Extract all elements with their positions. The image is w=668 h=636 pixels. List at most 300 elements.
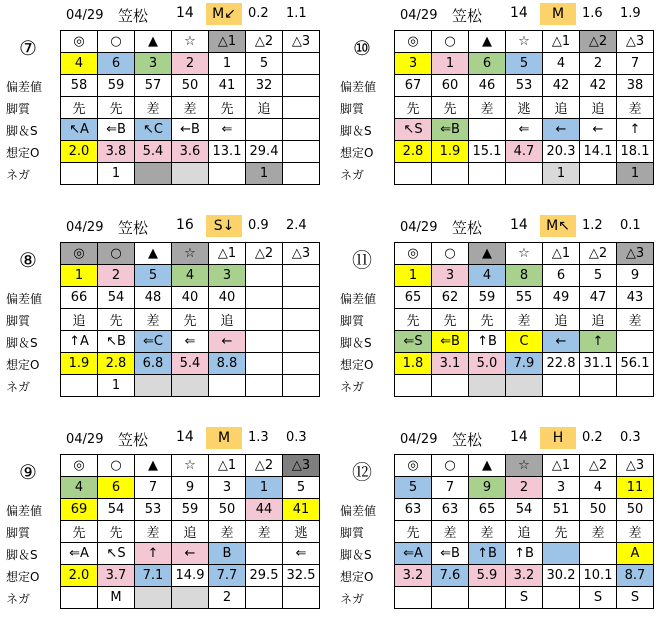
legs-cell: ← — [209, 331, 246, 353]
legs-cell: A — [617, 543, 654, 565]
mark-cell: ○ — [432, 31, 469, 53]
odds-cell: 31.1 — [580, 353, 617, 375]
legs-cell: ↖S — [98, 543, 135, 565]
style-cell: 差 — [135, 309, 172, 331]
style-cell: 追 — [543, 97, 580, 119]
dev-cell: 57 — [135, 75, 172, 97]
row-label: 脚＆S — [6, 336, 38, 350]
nega-cell: 1 — [246, 163, 283, 185]
nega-cell — [172, 587, 209, 609]
mark-cell: ▲ — [135, 455, 172, 477]
style-cell: 逃 — [283, 521, 320, 543]
dev-cell — [283, 75, 320, 97]
dev-cell: 44 — [246, 499, 283, 521]
num-cell: 4 — [580, 477, 617, 499]
legs-cell: ⇐B — [432, 331, 469, 353]
table-row — [61, 331, 320, 353]
nega-cell: 1 — [98, 375, 135, 397]
dev-cell: 38 — [617, 75, 654, 97]
table-row — [61, 75, 320, 97]
index-value-1: 0.9 — [248, 218, 269, 233]
odds-cell: 20.3 — [543, 141, 580, 163]
race-panel — [0, 212, 334, 424]
legs-cell — [580, 543, 617, 565]
num-cell: 7 — [135, 477, 172, 499]
legs-cell: ↑B — [469, 331, 506, 353]
course-name: 笠松 — [118, 7, 149, 25]
row-label: 脚＆S — [6, 548, 38, 562]
odds-cell: 6.8 — [135, 353, 172, 375]
mark-cell: △2 — [580, 455, 617, 477]
row-label: 偏差値 — [340, 80, 377, 94]
dev-cell — [283, 287, 320, 309]
num-cell: 1 — [246, 477, 283, 499]
odds-cell: 14.1 — [580, 141, 617, 163]
num-cell: 11 — [617, 477, 654, 499]
style-cell: 先 — [432, 97, 469, 119]
dev-cell: 40 — [209, 287, 246, 309]
row-label: 脚質 — [340, 526, 365, 540]
style-cell: 差 — [617, 97, 654, 119]
race-number: ⑧ — [19, 248, 37, 272]
mark-cell: △3 — [283, 455, 320, 477]
num-cell — [283, 265, 320, 287]
nega-cell — [61, 163, 98, 185]
mark-cell: ▲ — [469, 31, 506, 53]
row-label: 想定O — [6, 570, 40, 584]
odds-cell: 3.7 — [98, 565, 135, 587]
mark-cell: △2 — [246, 455, 283, 477]
table-row — [395, 587, 654, 609]
table-row — [395, 141, 654, 163]
num-cell: 2 — [98, 265, 135, 287]
dev-cell: 43 — [617, 287, 654, 309]
race-panel — [0, 0, 334, 212]
num-cell: 8 — [506, 265, 543, 287]
legs-cell: ⇐A — [61, 543, 98, 565]
style-cell: 差 — [135, 97, 172, 119]
style-cell: 先 — [61, 97, 98, 119]
num-cell: 9 — [172, 477, 209, 499]
table-row — [61, 97, 320, 119]
row-label: 想定O — [340, 570, 374, 584]
num-cell: 9 — [469, 477, 506, 499]
row-label: ネガ — [6, 592, 31, 606]
odds-cell: 32.5 — [283, 565, 320, 587]
table-row — [61, 53, 320, 75]
style-cell: 先 — [395, 97, 432, 119]
index-value-1: 0.2 — [582, 430, 603, 445]
course-name: 笠松 — [118, 431, 149, 449]
table-row — [395, 455, 654, 477]
row-label: 脚＆S — [6, 124, 38, 138]
odds-cell: 8.7 — [617, 565, 654, 587]
num-cell: 6 — [543, 265, 580, 287]
dev-cell: 42 — [543, 75, 580, 97]
legs-cell: ← — [580, 119, 617, 141]
grade-badge: S↓ — [206, 215, 242, 237]
dev-cell — [246, 287, 283, 309]
legs-cell: ← — [543, 119, 580, 141]
style-cell: 追 — [580, 309, 617, 331]
row-label: 脚質 — [340, 102, 365, 116]
legs-cell: ↑ — [617, 119, 654, 141]
odds-cell: 7.6 — [432, 565, 469, 587]
style-cell: 差 — [209, 521, 246, 543]
style-cell: 差 — [469, 521, 506, 543]
nega-cell: S — [617, 587, 654, 609]
odds-cell: 22.8 — [543, 353, 580, 375]
field-size: 14 — [176, 429, 194, 445]
odds-cell: 3.2 — [506, 565, 543, 587]
dev-cell: 59 — [469, 287, 506, 309]
grade-badge: M — [206, 427, 242, 449]
style-cell: 先 — [98, 309, 135, 331]
race-panel — [334, 424, 668, 636]
row-label: 想定O — [6, 358, 40, 372]
race-number: ⑪ — [352, 248, 372, 272]
odds-cell: 3.6 — [172, 141, 209, 163]
dev-cell: 53 — [506, 75, 543, 97]
num-cell: 6 — [98, 53, 135, 75]
table-row — [395, 287, 654, 309]
style-cell: 追 — [172, 521, 209, 543]
table-row — [395, 265, 654, 287]
index-value-2: 1.9 — [620, 6, 641, 21]
race-date: 04/29 — [66, 432, 104, 447]
num-cell — [246, 265, 283, 287]
table-row — [61, 287, 320, 309]
race-table — [60, 454, 320, 609]
race-table — [394, 242, 654, 397]
num-cell: 2 — [580, 53, 617, 75]
mark-cell: ☆ — [172, 243, 209, 265]
legs-cell: ⇐B — [432, 119, 469, 141]
field-size: 16 — [176, 217, 194, 233]
dev-cell: 55 — [506, 287, 543, 309]
dev-cell: 41 — [283, 499, 320, 521]
table-row — [395, 53, 654, 75]
race-date: 04/29 — [66, 8, 104, 23]
nega-cell — [469, 375, 506, 397]
nega-cell — [469, 163, 506, 185]
legs-cell: ⇐ — [506, 119, 543, 141]
table-row — [395, 375, 654, 397]
legs-cell: ⇐B — [432, 543, 469, 565]
legs-cell — [246, 543, 283, 565]
row-label: 脚＆S — [340, 124, 372, 138]
style-cell: 逃 — [506, 97, 543, 119]
nega-cell — [172, 375, 209, 397]
nega-cell — [135, 375, 172, 397]
legs-cell: ←B — [172, 119, 209, 141]
table-row — [61, 543, 320, 565]
mark-cell: ▲ — [135, 243, 172, 265]
odds-cell: 2.8 — [98, 353, 135, 375]
race-date: 04/29 — [66, 220, 104, 235]
dev-cell: 59 — [98, 75, 135, 97]
odds-cell: 3.8 — [98, 141, 135, 163]
table-row — [395, 163, 654, 185]
race-date: 04/29 — [400, 432, 438, 447]
race-table — [60, 242, 320, 397]
row-label: ネガ — [6, 380, 31, 394]
dev-cell: 50 — [209, 499, 246, 521]
dev-cell: 65 — [469, 499, 506, 521]
odds-cell: 8.8 — [209, 353, 246, 375]
mark-cell: ◎ — [395, 243, 432, 265]
nega-cell — [432, 375, 469, 397]
row-label: 偏差値 — [6, 504, 43, 518]
race-table — [60, 30, 320, 185]
table-row — [395, 97, 654, 119]
table-row — [395, 243, 654, 265]
num-cell: 1 — [432, 53, 469, 75]
odds-cell: 1.9 — [61, 353, 98, 375]
row-label: ネガ — [340, 168, 365, 182]
nega-cell: 2 — [209, 587, 246, 609]
legs-cell: ↖S — [395, 119, 432, 141]
mark-cell: ▲ — [135, 31, 172, 53]
num-cell: 9 — [617, 265, 654, 287]
nega-cell — [432, 163, 469, 185]
mark-cell: △1 — [543, 31, 580, 53]
legs-cell: ↑ — [580, 331, 617, 353]
style-cell: 先 — [543, 521, 580, 543]
nega-cell: M — [98, 587, 135, 609]
mark-cell: ◎ — [395, 455, 432, 477]
table-row — [61, 587, 320, 609]
mark-cell: ○ — [432, 243, 469, 265]
odds-cell: 5.4 — [172, 353, 209, 375]
dev-cell: 54 — [506, 499, 543, 521]
nega-cell — [543, 375, 580, 397]
legs-cell — [246, 119, 283, 141]
num-cell: 5 — [506, 53, 543, 75]
nega-cell — [283, 163, 320, 185]
nega-cell — [283, 587, 320, 609]
nega-cell — [209, 375, 246, 397]
dev-cell: 50 — [580, 499, 617, 521]
index-value-2: 0.3 — [620, 430, 641, 445]
row-label: ネガ — [340, 380, 365, 394]
nega-cell: 1 — [98, 163, 135, 185]
num-cell: 3 — [432, 265, 469, 287]
table-row — [395, 565, 654, 587]
dev-cell: 54 — [98, 287, 135, 309]
row-label: 偏差値 — [340, 504, 377, 518]
row-label: 偏差値 — [340, 292, 377, 306]
race-number: ⑦ — [19, 36, 37, 60]
race-date: 04/29 — [400, 8, 438, 23]
grade-badge: M↙ — [206, 3, 242, 25]
odds-cell: 14.9 — [172, 565, 209, 587]
nega-cell — [395, 163, 432, 185]
legs-cell: ↑B — [469, 543, 506, 565]
grade-badge: M↖ — [540, 215, 576, 237]
dev-cell: 54 — [98, 499, 135, 521]
index-value-1: 1.2 — [582, 218, 603, 233]
dev-cell: 66 — [61, 287, 98, 309]
table-row — [395, 477, 654, 499]
legs-cell: ↑A — [61, 331, 98, 353]
num-cell: 5 — [283, 477, 320, 499]
row-label: 脚質 — [340, 314, 365, 328]
index-value-2: 0.1 — [620, 218, 641, 233]
legs-cell — [246, 331, 283, 353]
course-name: 笠松 — [452, 431, 483, 449]
dev-cell: 63 — [432, 499, 469, 521]
nega-cell — [283, 375, 320, 397]
row-label: 脚＆S — [340, 548, 372, 562]
style-cell: 追 — [580, 97, 617, 119]
table-row — [395, 543, 654, 565]
odds-cell: 1.9 — [432, 141, 469, 163]
odds-cell: 13.1 — [209, 141, 246, 163]
odds-cell: 29.4 — [246, 141, 283, 163]
table-row — [61, 375, 320, 397]
legs-cell: ⇐ — [209, 119, 246, 141]
table-row — [395, 353, 654, 375]
num-cell: 3 — [209, 477, 246, 499]
row-label: 想定O — [6, 146, 40, 160]
style-cell: 追 — [246, 97, 283, 119]
nega-cell — [469, 587, 506, 609]
row-label: 脚質 — [6, 314, 31, 328]
mark-cell: △1 — [543, 455, 580, 477]
dev-cell: 53 — [135, 499, 172, 521]
nega-cell — [246, 375, 283, 397]
odds-cell — [283, 141, 320, 163]
dev-cell: 69 — [61, 499, 98, 521]
num-cell: 4 — [172, 265, 209, 287]
legs-cell: ⇐A — [395, 543, 432, 565]
style-cell: 差 — [617, 521, 654, 543]
odds-cell: 7.9 — [506, 353, 543, 375]
row-label: 脚＆S — [340, 336, 372, 350]
mark-cell: ○ — [98, 455, 135, 477]
row-label: ネガ — [6, 168, 31, 182]
nega-cell: S — [506, 587, 543, 609]
style-cell: 追 — [506, 521, 543, 543]
mark-cell: △1 — [543, 243, 580, 265]
odds-cell: 18.1 — [617, 141, 654, 163]
table-row — [61, 243, 320, 265]
odds-cell: 7.1 — [135, 565, 172, 587]
style-cell: 差 — [432, 521, 469, 543]
legs-cell: ⇐C — [135, 331, 172, 353]
num-cell: 5 — [135, 265, 172, 287]
race-number: ⑩ — [353, 36, 371, 60]
dev-cell: 62 — [432, 287, 469, 309]
legs-cell: ⇐S — [395, 331, 432, 353]
mark-cell: △1 — [209, 31, 246, 53]
row-label: 偏差値 — [6, 292, 43, 306]
odds-cell: 3.2 — [395, 565, 432, 587]
race-panel — [334, 0, 668, 212]
table-row — [395, 521, 654, 543]
dev-cell: 50 — [172, 75, 209, 97]
mark-cell: △3 — [617, 31, 654, 53]
odds-cell: 10.1 — [580, 565, 617, 587]
course-name: 笠松 — [452, 219, 483, 237]
num-cell: 2 — [172, 53, 209, 75]
race-date: 04/29 — [400, 220, 438, 235]
dev-cell: 63 — [395, 499, 432, 521]
index-value-1: 0.2 — [248, 6, 269, 21]
style-cell: 先 — [98, 97, 135, 119]
mark-cell: △3 — [283, 243, 320, 265]
mark-cell: ○ — [98, 243, 135, 265]
row-label: ネガ — [340, 592, 365, 606]
odds-cell: 2.0 — [61, 565, 98, 587]
legs-cell: ← — [172, 543, 209, 565]
num-cell — [283, 53, 320, 75]
dev-cell: 49 — [543, 287, 580, 309]
odds-cell: 7.7 — [209, 565, 246, 587]
num-cell: 6 — [469, 53, 506, 75]
num-cell: 5 — [580, 265, 617, 287]
nega-cell — [543, 587, 580, 609]
legs-cell: ↑B — [506, 543, 543, 565]
mark-cell: ☆ — [506, 243, 543, 265]
field-size: 14 — [176, 5, 194, 21]
legs-cell — [283, 119, 320, 141]
mark-cell: △1 — [209, 243, 246, 265]
odds-cell: 2.0 — [61, 141, 98, 163]
legs-cell: ↑ — [135, 543, 172, 565]
field-size: 14 — [510, 5, 528, 21]
num-cell: 4 — [469, 265, 506, 287]
course-name: 笠松 — [118, 219, 149, 237]
race-number: ⑫ — [352, 460, 372, 484]
odds-cell: 4.7 — [506, 141, 543, 163]
odds-cell — [246, 353, 283, 375]
dev-cell: 40 — [172, 287, 209, 309]
row-label: 脚質 — [6, 526, 31, 540]
style-cell: 先 — [98, 521, 135, 543]
mark-cell: ▲ — [469, 455, 506, 477]
legs-cell: ↖C — [135, 119, 172, 141]
num-cell: 7 — [432, 477, 469, 499]
num-cell: 2 — [506, 477, 543, 499]
dev-cell: 47 — [580, 287, 617, 309]
mark-cell: ☆ — [506, 31, 543, 53]
nega-cell — [395, 587, 432, 609]
mark-cell: ◎ — [61, 31, 98, 53]
mark-cell: △3 — [283, 31, 320, 53]
num-cell: 1 — [61, 265, 98, 287]
odds-cell: 1.8 — [395, 353, 432, 375]
table-row — [395, 31, 654, 53]
num-cell: 4 — [61, 53, 98, 75]
legs-cell: ← — [543, 331, 580, 353]
num-cell: 3 — [395, 53, 432, 75]
mark-cell: △2 — [580, 243, 617, 265]
dev-cell: 59 — [172, 499, 209, 521]
odds-cell: 3.1 — [432, 353, 469, 375]
field-size: 14 — [510, 429, 528, 445]
mark-cell: ☆ — [172, 31, 209, 53]
mark-cell: ☆ — [506, 455, 543, 477]
legs-cell: ⇐B — [98, 119, 135, 141]
table-row — [395, 331, 654, 353]
mark-cell: ○ — [98, 31, 135, 53]
nega-cell: S — [580, 587, 617, 609]
row-label: 想定O — [340, 146, 374, 160]
odds-cell: 2.8 — [395, 141, 432, 163]
table-row — [61, 499, 320, 521]
